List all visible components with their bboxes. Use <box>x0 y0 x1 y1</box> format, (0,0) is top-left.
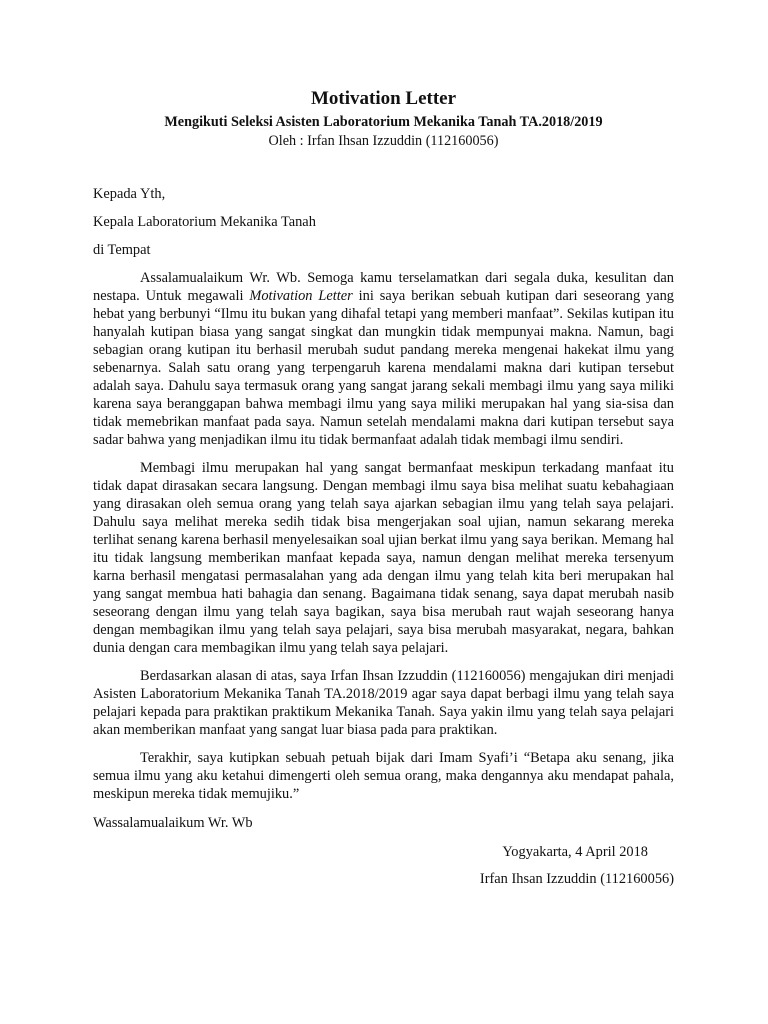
paragraph-1-text-a: Assalamualaikum Wr. Wb. Semoga kamu terselamatkan dari segala duka, kesulitan dan nestapa. Untuk megawali <box>93 270 674 304</box>
letter-page <box>93 86 674 888</box>
place-date: Yogyakarta, 4 April 2018 <box>502 844 648 860</box>
signature-block <box>93 843 674 888</box>
recipient-place: di Tempat <box>93 242 151 258</box>
paragraph-1-emphasis: Motivation Letter <box>249 288 353 304</box>
closing-salutation: Wassalamualaikum Wr. Wb <box>93 815 253 831</box>
letter-subtitle: Mengikuti Seleksi Asisten Laboratorium Mekanika Tanah TA.2018/2019 <box>164 114 603 130</box>
recipient-greeting: Kepada Yth, <box>93 186 166 202</box>
letter-heading <box>93 86 674 150</box>
body-paragraph-2: Membagi ilmu merupakan hal yang sangat bermanfaat meskipun terkadang manfaat itu tidak dapat dirasakan secara langsung. Dengan membagi ilmu saya bisa melihat suatu kebahagiaan yang dirasakan oleh semua orang yang telah saya ajarkan sebagian ilmu yang telah saya pelajari. Dahulu saya melihat mereka sedih tidak bisa mengerjakan soal ujian, namun sekarang mereka terlihat senang karena berhasil menyelesaikan soal ujian berkat ilmu yang saya berikan. Memang hal itu tidak langsung memberikan manfaat kepada saya, namun dengan melihat mereka tersenyum karna berhasil mengatasi permasalahan yang ada dengan ilmu yang telah kita beri merupakan hal yang sangat membua hati bahagia dan senang. Bagaimana tidak senang, saya dapat merubah nasib seseorang dengan ilmu yang telah saya bagikan, saya bisa merubah raut wajah seseorang hanya dengan membagikan ilmu yang telah saya pelajari, saya bisa merubah masyarakat, negara, bahkan dunia dengan cara membagikan ilmu yang telah saya pelajari. <box>93 460 674 656</box>
signer-name: Irfan Ihsan Izzuddin (112160056) <box>479 871 674 887</box>
page-title: Motivation Letter <box>310 88 457 109</box>
body-paragraph-3: Berdasarkan alasan di atas, saya Irfan Ihsan Izzuddin (112160056) mengajukan diri menjadi Asisten Laboratorium Mekanika Tanah TA.2018/2019 agar saya dapat berbagi ilmu yang telah saya pelajari kepada para praktikan praktikum Mekanika Tanah. Saya yakin ilmu yang telah saya pelajari akan memberikan manfaat yang sangat luar biasa pada para praktikan. <box>93 668 674 738</box>
recipient-name: Kepala Laboratorium Mekanika Tanah <box>93 214 316 230</box>
body-paragraph-4: Terakhir, saya kutipkan sebuah petuah bijak dari Imam Syafi’i “Betapa aku senang, jika semua ilmu yang aku ketahui dimengerti oleh semua orang, maka dengannya aku mendapat pahala, meskipun mereka tidak memujiku.” <box>93 750 674 802</box>
author-byline: Oleh : Irfan Ihsan Izzuddin (112160056) <box>268 133 499 149</box>
body-paragraph-1 <box>93 269 674 449</box>
paragraph-1-text-b: ini saya berikan sebuah kutipan dari seseorang yang hebat yang berbunyi “Ilmu itu bukan yang dihafal tetapi yang memberi manfaat”. Sekilas kutipan itu hanyalah kutipan biasa yang sangat singkat dan mungkin tidak mempunyai makna. Namun, bagi sebagian orang kutipan itu berhasil merubah sudut pandang mereka mengenai hakekat ilmu yang sebenarnya. Salah satu orang yang terpengaruh karena mendalami makna dari kutipan tersebut adalah saya. Dahulu saya termasuk orang yang sangat jarang sekali membagi ilmu yang saya miliki karena saya beranggapan bahwa membagi ilmu yang saya miliki merupakan hal yang sia-sisa dan tidak memebrikan manfaat pada saya. Namun setelah mendalami makna dari kutipan tersebut saya sadar bahwa yang menjadikan ilmu itu tidak bermanfaat adalah tidak membagi ilmu sendiri. <box>93 288 675 448</box>
